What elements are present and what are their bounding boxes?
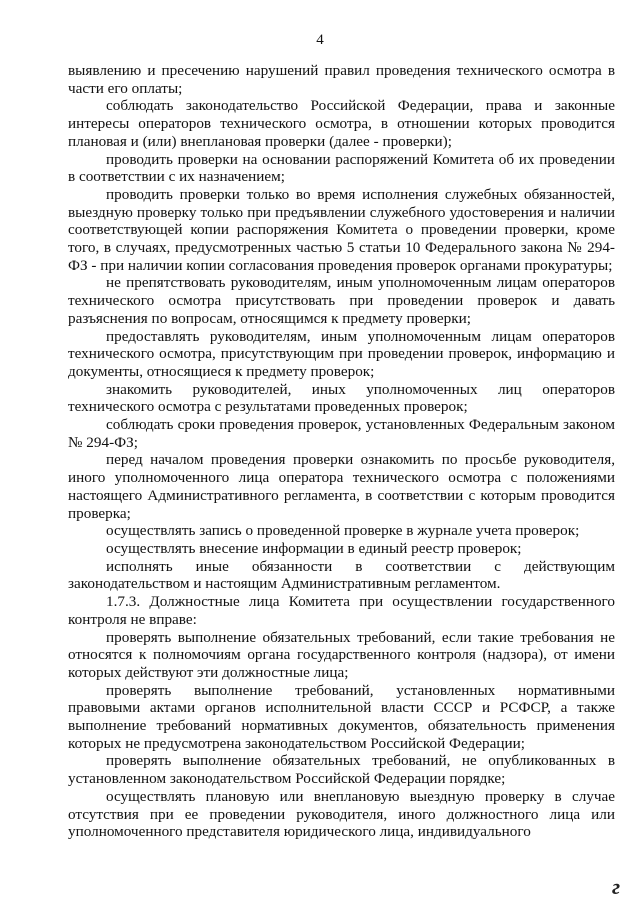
paragraph: исполнять иные обязанности в соответствии с действующим законодательством и настоящим Административным регламентом. <box>68 557 615 593</box>
section-heading: 1.7.3. Должностные лица Комитета при осуществлении государственного контроля не вправе: <box>68 593 615 628</box>
paragraph: осуществлять внесение информации в единый реестр проверок; <box>106 539 522 557</box>
document-body <box>68 62 615 841</box>
page-number: 4 <box>316 32 324 48</box>
paragraph: выявлению и пресечению нарушений правил проведения технического осмотра в части его оплаты; <box>68 62 615 97</box>
paragraph: осуществлять запись о проведенной проверке в журнале учета проверок; <box>106 522 580 540</box>
handwritten-mark: г <box>612 874 621 899</box>
paragraph: не препятствовать руководителям, иным уполномоченным лицам операторов технического осмотра присутствовать при проведении проверок и давать разъяснения по вопросам, относящимся к предмету проверки; <box>68 274 615 327</box>
paragraph: проверять выполнение обязательных требований, если такие требования не относятся к полномочиям органа государственного контроля (надзора), от имени которых действуют эти должностные лица; <box>68 628 615 681</box>
paragraph: проверять выполнение требований, установленных нормативными правовыми актами органов исполнительной власти СССР и РСФСР, а также выполнение требований нормативных документов, обязательность применения которых не предусмотрена законодательством Российской Федерации; <box>68 681 615 752</box>
paragraph: перед началом проведения проверки ознакомить по просьбе руководителя, иного уполномоченного лица оператора технического осмотра с положениями настоящего Административного регламента, в соответствии с которым проводится проверка; <box>68 451 615 522</box>
paragraph: проводить проверки только во время исполнения служебных обязанностей, выездную проверку только при предъявлении служебного удостоверения и наличии соответствующей копии распоряжения Комитета о проведении проверки, кроме того, в случаях, предусмотренных частью 5 статьи 10 Федерального закона № 294-ФЗ - при наличии копии согласования проведения проверок органами прокуратуры; <box>68 185 615 274</box>
paragraph: соблюдать законодательство Российской Федерации, права и законные интересы операторов технического осмотра, в отношении которых проводится плановая и (или) внеплановая проверки (далее - проверки); <box>68 97 615 150</box>
paragraph: проводить проверки на основании распоряжений Комитета об их проведении в соответствии с их назначением; <box>68 150 615 186</box>
paragraph: предоставлять руководителям, иным уполномоченным лицам операторов технического осмотра, присутствующим при проведении проверок, информацию и документы, относящиеся к предмету проверок; <box>68 327 615 380</box>
paragraph: знакомить руководителей, иных уполномоченных лиц операторов технического осмотра с результатами проведенных проверок; <box>68 380 615 416</box>
paragraph: осуществлять плановую или внеплановую выездную проверку в случае отсутствия при ее проведении руководителя, иного должностного лица или уполномоченного представителя юридического лица, индивидуального <box>68 787 615 841</box>
paragraph: проверять выполнение обязательных требований, не опубликованных в установленном законодательством Российской Федерации порядке; <box>68 752 615 788</box>
paragraph: соблюдать сроки проведения проверок, установленных Федеральным законом № 294-ФЗ; <box>68 416 615 451</box>
